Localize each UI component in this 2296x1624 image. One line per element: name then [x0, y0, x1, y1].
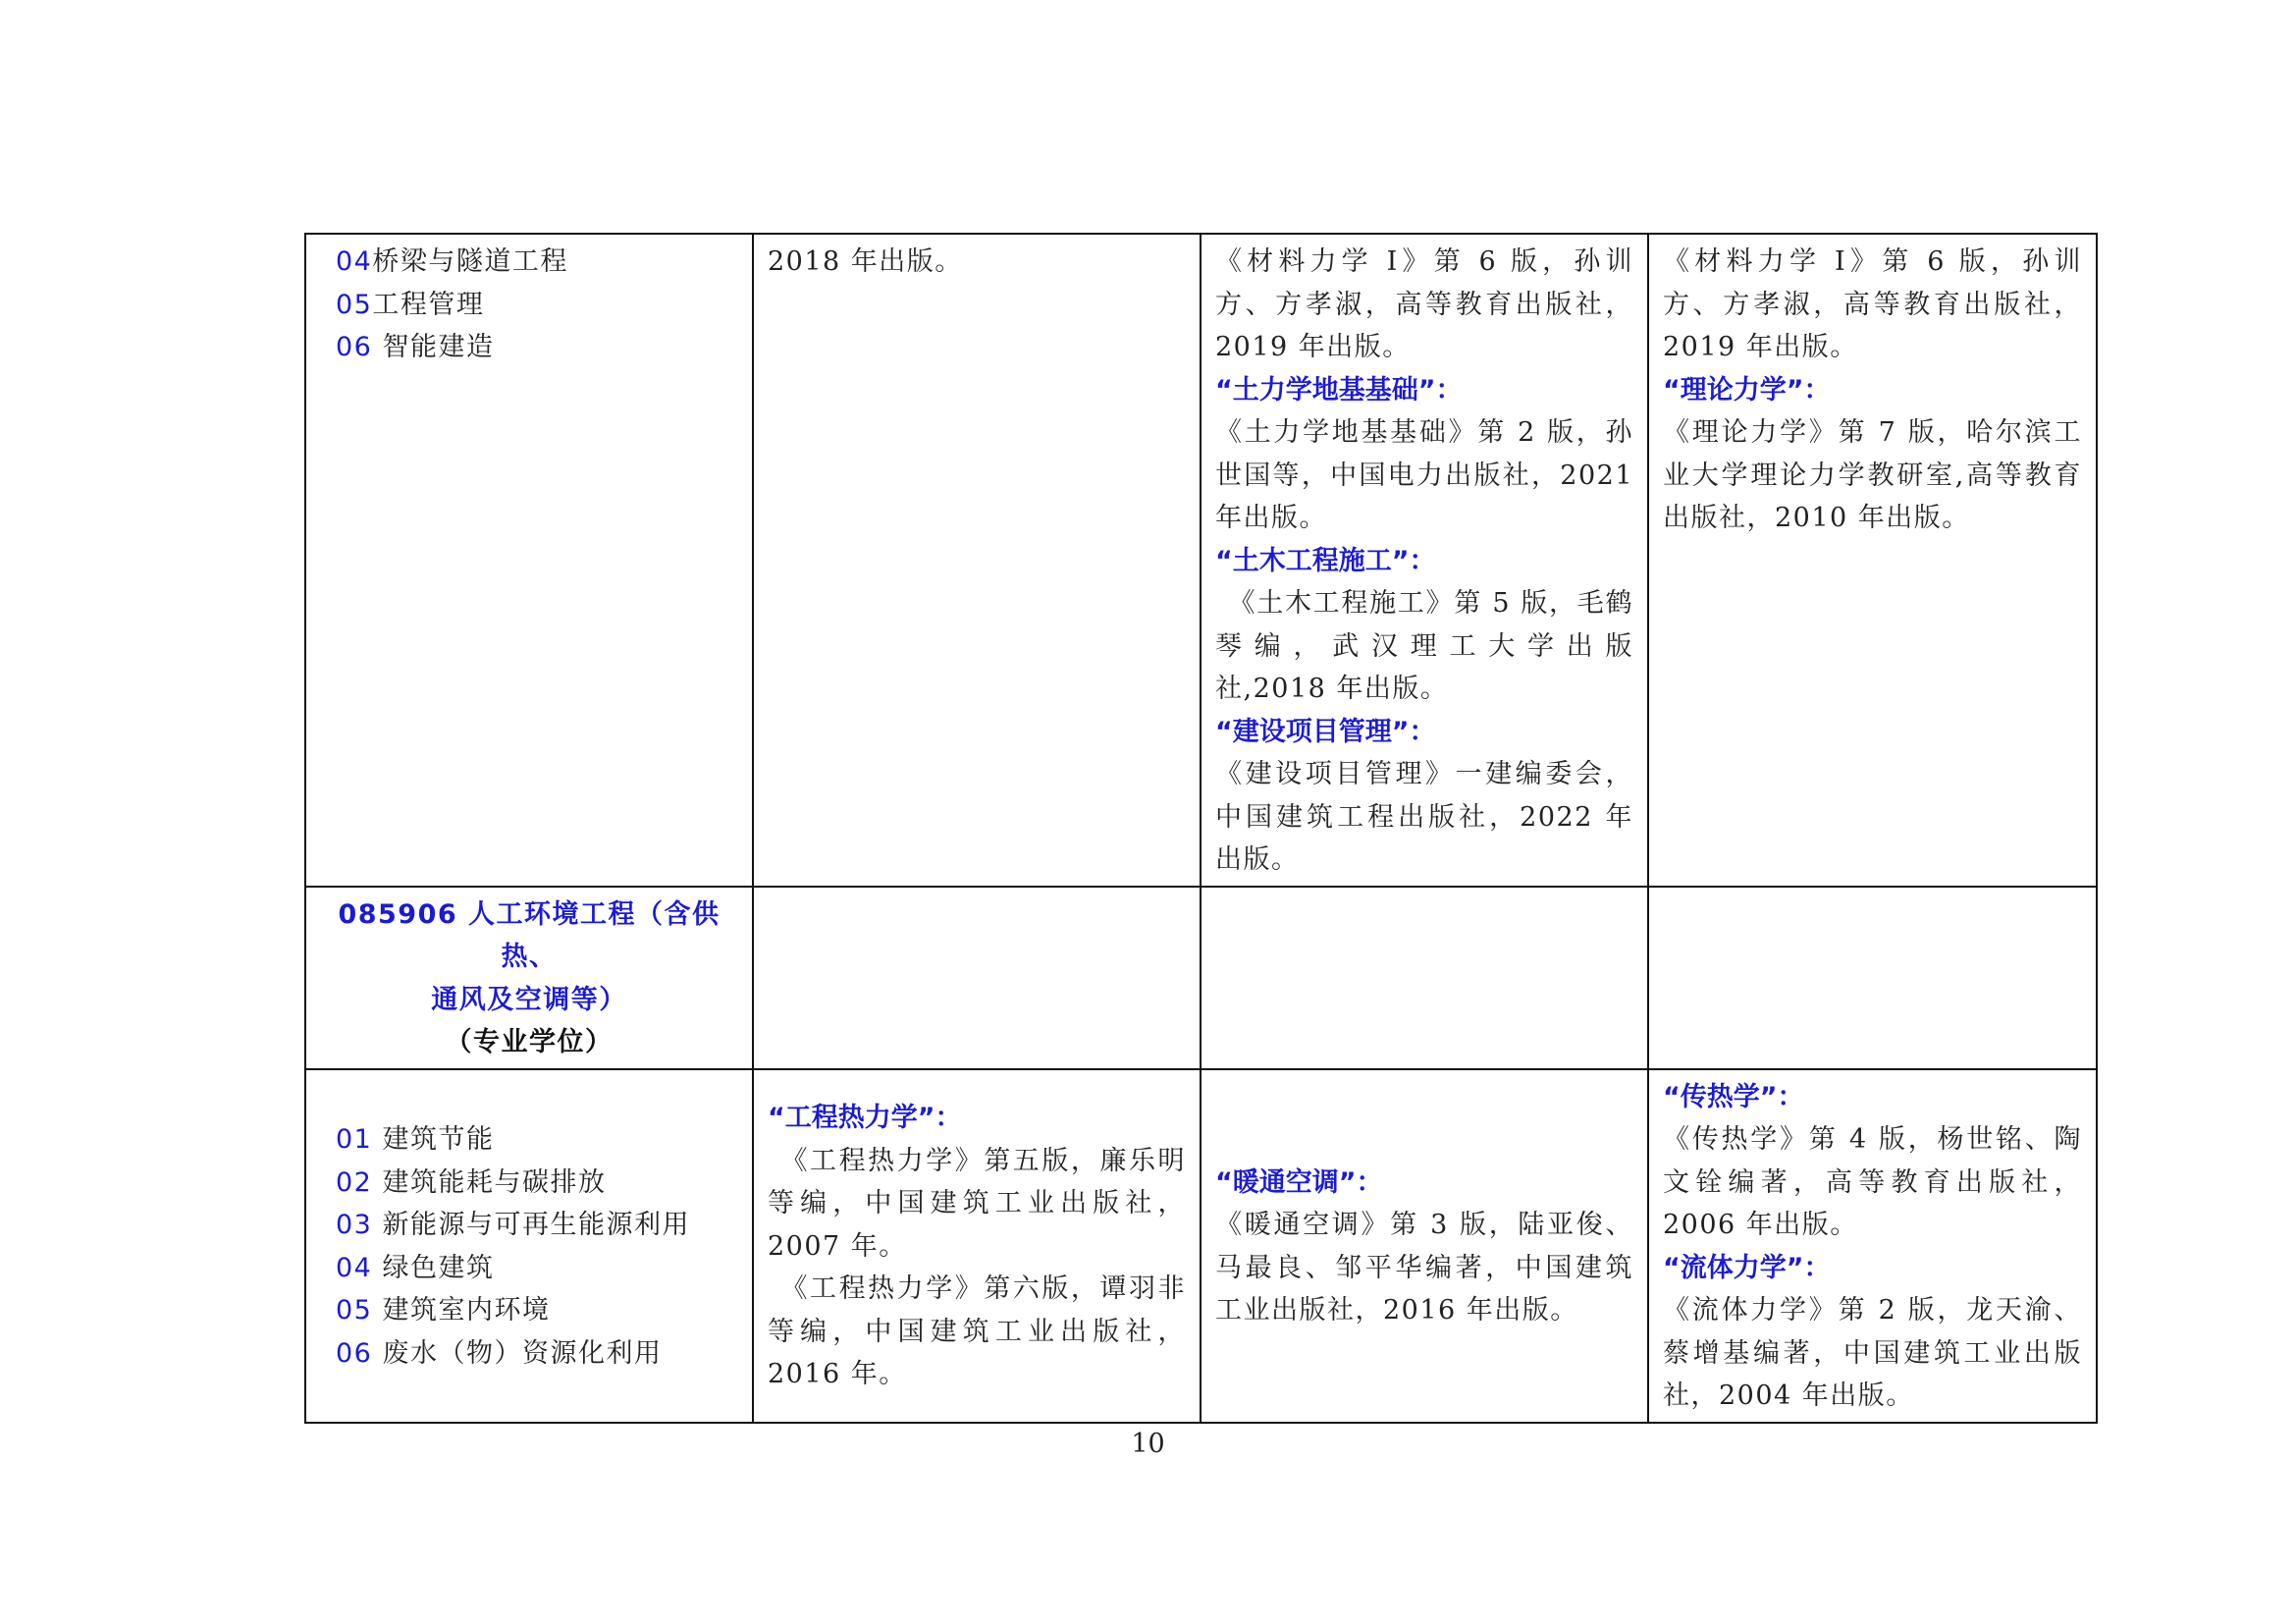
direction-item: 01 建筑节能	[336, 1124, 495, 1155]
page-number: 10	[1131, 1429, 1165, 1459]
direction-item: 06 废水（物）资源化利用	[336, 1337, 663, 1369]
catalog-table	[304, 233, 2098, 1424]
major-title-cell: 085906 人工环境工程（含供热、 通风及空调等） （专业学位）	[305, 887, 753, 1069]
direction-item: 05 建筑室内环境	[336, 1295, 551, 1326]
empty-cell	[1201, 887, 1648, 1069]
reference-books-cell: “工程热力学”： 《工程热力学》第五版，廉乐明等编，中国建筑工业出版社，2007 年。 《工程热力学》第六版，谭羽非等编，中国建筑工业出版社，2016 年。	[753, 1069, 1201, 1423]
table-row	[305, 234, 2097, 887]
empty-cell	[1648, 887, 2097, 1069]
direction-item: 02 建筑能耗与碳排放	[336, 1166, 607, 1198]
reference-books-cell: “传热学”： 《传热学》第 4 版，杨世铭、陶文铨编著，高等教育出版社，2006 年出版。 “流体力学”： 《流体力学》第 2 版，龙天渝、蔡增基编著，中国建筑工业出版社，2004 年出版。	[1648, 1069, 2097, 1423]
reference-books-cell: 《材料力学 I》第 6 版，孙训方、方孝淑，高等教育出版社，2019 年出版。 “理论力学”： 《理论力学》第 7 版，哈尔滨工业大学理论力学教研室,高等教育出版社，2010 年出版。	[1648, 234, 2097, 887]
table-row	[305, 887, 2097, 1069]
reference-books-cell: “暖通空调”： 《暖通空调》第 3 版，陆亚俊、马最良、邹平华编著，中国建筑工业出版社，2016 年出版。	[1201, 1069, 1648, 1423]
direction-item: 06 智能建造	[336, 332, 495, 362]
direction-item: 05工程管理	[336, 289, 485, 320]
direction-item: 03 新能源与可再生能源利用	[336, 1210, 690, 1240]
reference-books-cell: 《材料力学 I》第 6 版，孙训方、方孝淑，高等教育出版社，2019 年出版。 “土力学地基基础”： 《土力学地基基础》第 2 版，孙世国等，中国电力出版社，2021 年出版。 “土木工程施工”： 《土木工程施工》第 5 版，毛鹤琴编，武汉理工大学出版社,2018 年出版。 “建设项目管理”： 《建设项目管理》一建编委会，中国建筑工程出版社，2022 年出版。	[1201, 234, 1648, 887]
table-row	[305, 1069, 2097, 1423]
exam-subject-cell: 2018 年出版。	[753, 234, 1201, 887]
direction-item: 04 绿色建筑	[336, 1252, 495, 1283]
directions-cell	[305, 1069, 753, 1423]
direction-item: 04桥梁与隧道工程	[336, 246, 568, 277]
directions-cell	[305, 234, 753, 887]
empty-cell	[753, 887, 1201, 1069]
